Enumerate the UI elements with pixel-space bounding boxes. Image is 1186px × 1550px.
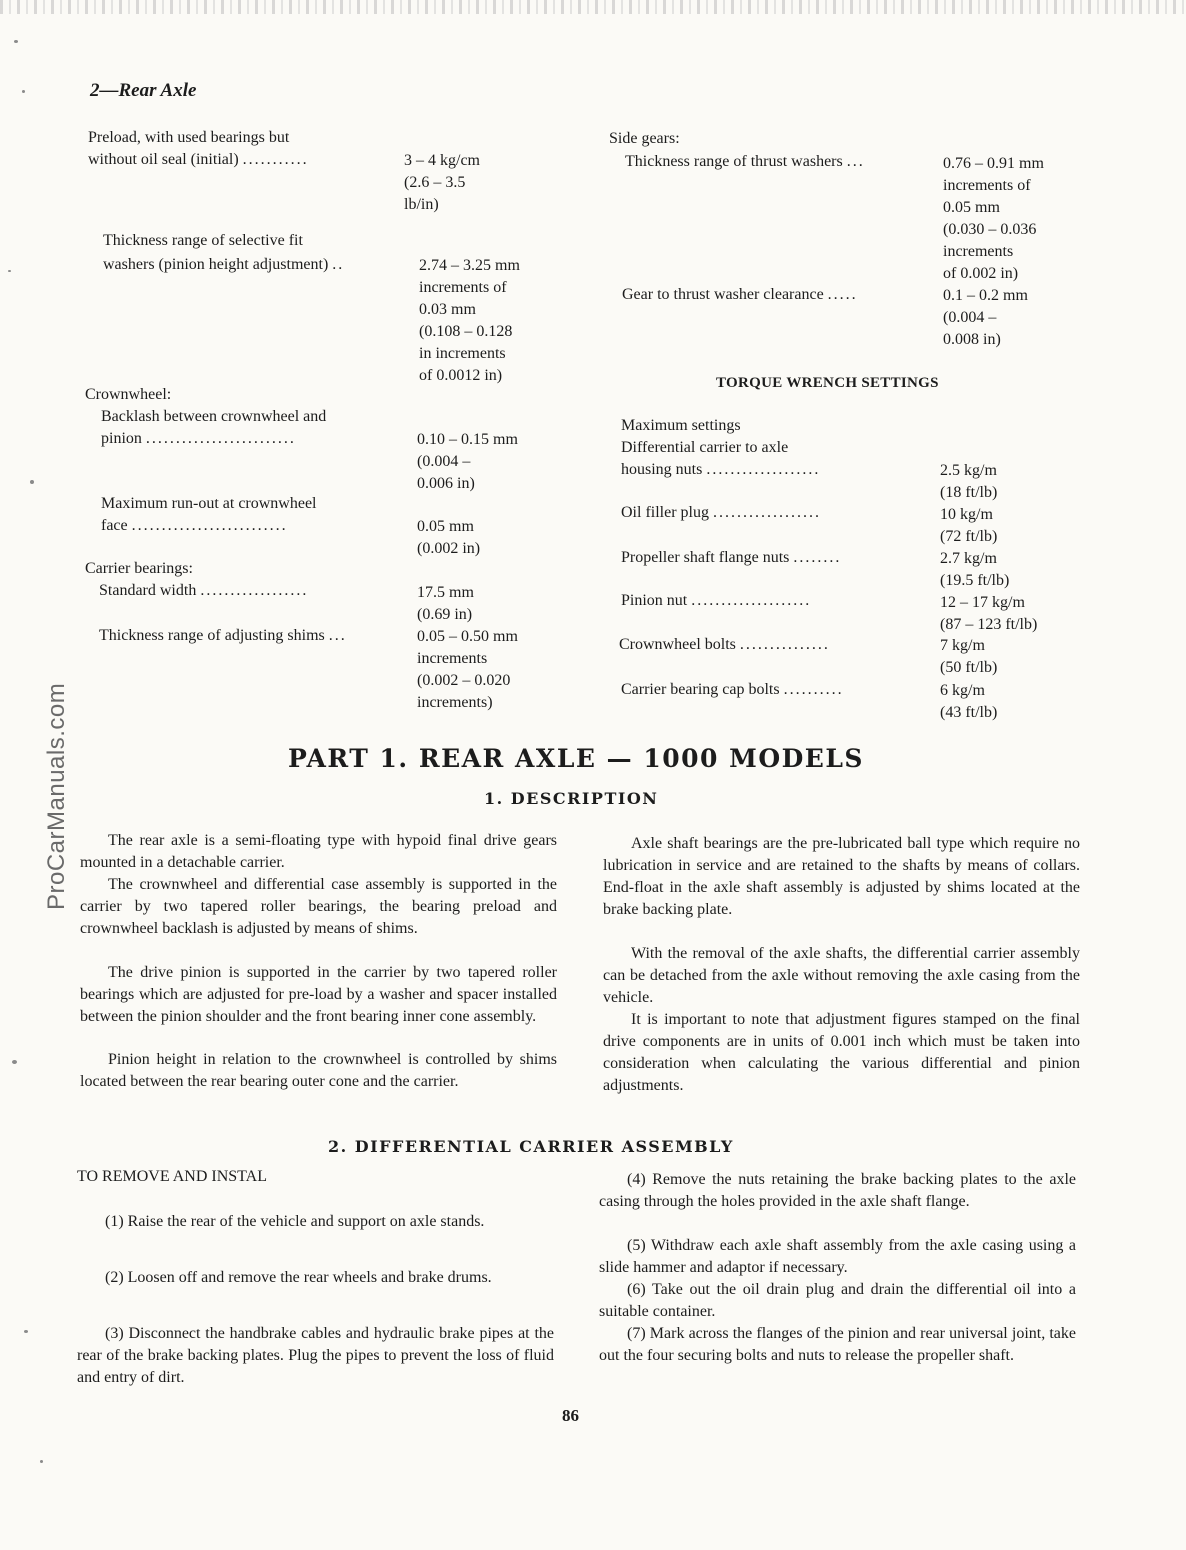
spec-label: Maximum run-out at crownwheel [101, 495, 317, 512]
procedure-step: (7) Mark across the flanges of the pinion and rear universal joint, take out the four securing bolts and nuts to release the propeller shaft. [599, 1325, 1076, 1364]
description-paragraph: The drive pinion is supported in the carrier by two tapered roller bearings which are adjusted for pre-load by a washer and spacer installed between the pinion shoulder and the front bearing inner cone assembly. [80, 964, 557, 1025]
spec-value: 6 kg/m [940, 682, 985, 699]
spec-value: 2.5 kg/m [940, 462, 997, 479]
spec-value: 7 kg/m [940, 637, 985, 654]
spec-heading: Carrier bearings: [85, 560, 193, 577]
scan-speck [14, 40, 18, 43]
spec-value: (43 ft/lb) [940, 704, 998, 721]
spec-value: 0.1 – 0.2 mm [943, 287, 1028, 304]
carrier-subhead: TO REMOVE AND INSTAL [77, 1168, 267, 1185]
spec-value: 2.74 – 3.25 mm [419, 257, 520, 274]
spec-value: of 0.002 in) [943, 265, 1019, 282]
spec-label: Oil filler plug .................. [621, 504, 821, 521]
spec-value: (2.6 – 3.5 [404, 174, 466, 191]
spec-value: 0.05 mm [943, 199, 1000, 216]
spec-label: Crownwheel bolts ............... [619, 636, 830, 653]
spec-value: of 0.0012 in) [419, 367, 503, 384]
spec-label: Preload, with used bearings but [88, 129, 290, 146]
spec-value: 2.7 kg/m [940, 550, 997, 567]
part-title: PART 1. REAR AXLE — 1000 MODELS [288, 744, 864, 773]
spec-value: (19.5 ft/lb) [940, 572, 1010, 589]
watermark: ProCarManuals.com [43, 682, 70, 910]
spec-value: 17.5 mm [417, 584, 474, 601]
spec-value: 3 – 4 kg/cm [404, 152, 480, 169]
spec-label: without oil seal (initial) ........... [88, 151, 309, 168]
spec-value: 12 – 17 kg/m [940, 594, 1025, 611]
spec-label: washers (pinion height adjustment) .. [103, 256, 345, 273]
spec-value: 0.008 in) [943, 331, 1001, 348]
running-head: 2—Rear Axle [90, 80, 197, 101]
spec-value: 10 kg/m [940, 506, 993, 523]
spec-label: Propeller shaft flange nuts ........ [621, 549, 842, 566]
spec-value: increments) [417, 694, 493, 711]
procedure-step: (5) Withdraw each axle shaft assembly from the axle casing using a slide hammer and adaptor if necessary. [599, 1237, 1076, 1276]
spec-label: Carrier bearing cap bolts .......... [621, 681, 844, 698]
spec-value: 0.10 – 0.15 mm [417, 431, 518, 448]
description-paragraph: Axle shaft bearings are the pre-lubricated ball type which require no lubrication in service and are retained to the shafts by means of collars. End-float in the axle shaft assembly is adjusted by shims located at the brake backing plate. [603, 835, 1080, 918]
scan-speck [8, 270, 11, 272]
scan-speck [24, 1330, 28, 1333]
scan-speck [30, 480, 34, 484]
spec-value: 0.05 – 0.50 mm [417, 628, 518, 645]
spec-value: (0.030 – 0.036 [943, 221, 1037, 238]
spec-value: in increments [419, 345, 506, 362]
spec-value: 0.76 – 0.91 mm [943, 155, 1044, 172]
procedure-step: (2) Loosen off and remove the rear wheels and brake drums. [105, 1269, 492, 1286]
spec-label: Backlash between crownwheel and [101, 408, 327, 425]
description-paragraph: With the removal of the axle shafts, the differential carrier assembly can be detached from the axle without removing the axle casing from the vehicle. [603, 945, 1080, 1006]
spec-label: face .......................... [101, 517, 288, 534]
procedure-step: (3) Disconnect the handbrake cables and hydraulic brake pipes at the rear of the brake backing plates. Plug the pipes to prevent the loss of fluid and entry of dirt. [77, 1325, 554, 1386]
procedure-step: (4) Remove the nuts retaining the brake backing plates to the axle casing through the holes provided in the axle shaft flange. [599, 1171, 1076, 1210]
page-number: 86 [562, 1406, 579, 1425]
spec-value: (72 ft/lb) [940, 528, 998, 545]
torque-title: TORQUE WRENCH SETTINGS [716, 375, 939, 391]
scan-speck [40, 1460, 43, 1463]
spec-value: (50 ft/lb) [940, 659, 998, 676]
spec-value: 0.03 mm [419, 301, 476, 318]
spec-heading: Side gears: [609, 130, 680, 147]
description-paragraph: Pinion height in relation to the crownwheel is controlled by shims located between the rear bearing outer cone and the carrier. [80, 1051, 557, 1090]
spec-value: 0.006 in) [417, 475, 475, 492]
spec-label: Standard width .................. [99, 582, 309, 599]
spec-label: housing nuts ................... [621, 461, 821, 478]
spec-value: (0.108 – 0.128 [419, 323, 513, 340]
scan-noise-top [0, 0, 1186, 14]
procedure-step: (6) Take out the oil drain plug and drain the differential oil into a suitable container. [599, 1281, 1076, 1320]
description-paragraph: It is important to note that adjustment figures stamped on the final drive components are in units of 0.001 inch which must be taken into consideration when calculating the various differential and pinion adjustments. [603, 1011, 1080, 1094]
spec-value: (87 – 123 ft/lb) [940, 616, 1038, 633]
spec-value: (0.002 – 0.020 [417, 672, 511, 689]
description-title: 1. DESCRIPTION [484, 789, 659, 808]
spec-label: Differential carrier to axle [621, 439, 789, 456]
description-paragraph: The crownwheel and differential case assembly is supported in the carrier by two tapered roller bearings, the bearing preload and crownwheel backlash is adjusted by means of shims. [80, 876, 557, 937]
scan-speck [12, 1060, 17, 1064]
spec-label: Pinion nut .................... [621, 592, 812, 609]
spec-value: (0.69 in) [417, 606, 473, 623]
spec-heading: Crownwheel: [85, 386, 172, 403]
description-paragraph: The rear axle is a semi-floating type with hypoid final drive gears mounted in a detachable carrier. [80, 832, 557, 871]
spec-value: increments of [419, 279, 507, 296]
spec-label: Gear to thrust washer clearance ..... [622, 286, 858, 303]
spec-value: 0.05 mm [417, 518, 474, 535]
spec-label: Thickness range of thrust washers ... [625, 153, 865, 170]
carrier-section-title: 2. DIFFERENTIAL CARRIER ASSEMBLY [328, 1137, 734, 1156]
spec-value: increments [943, 243, 1014, 260]
spec-value: (0.002 in) [417, 540, 481, 557]
spec-value: (18 ft/lb) [940, 484, 998, 501]
spec-value: (0.004 – [417, 453, 471, 470]
spec-value: increments [417, 650, 488, 667]
spec-value: (0.004 – [943, 309, 997, 326]
spec-value: lb/in) [404, 196, 439, 213]
spec-label: Thickness range of adjusting shims ... [99, 627, 347, 644]
spec-label: Thickness range of selective fit [103, 232, 303, 249]
spec-value: increments of [943, 177, 1031, 194]
spec-heading: Maximum settings [621, 417, 741, 434]
procedure-step: (1) Raise the rear of the vehicle and support on axle stands. [105, 1213, 485, 1230]
scan-speck [22, 90, 25, 93]
spec-label: pinion ......................... [101, 430, 296, 447]
